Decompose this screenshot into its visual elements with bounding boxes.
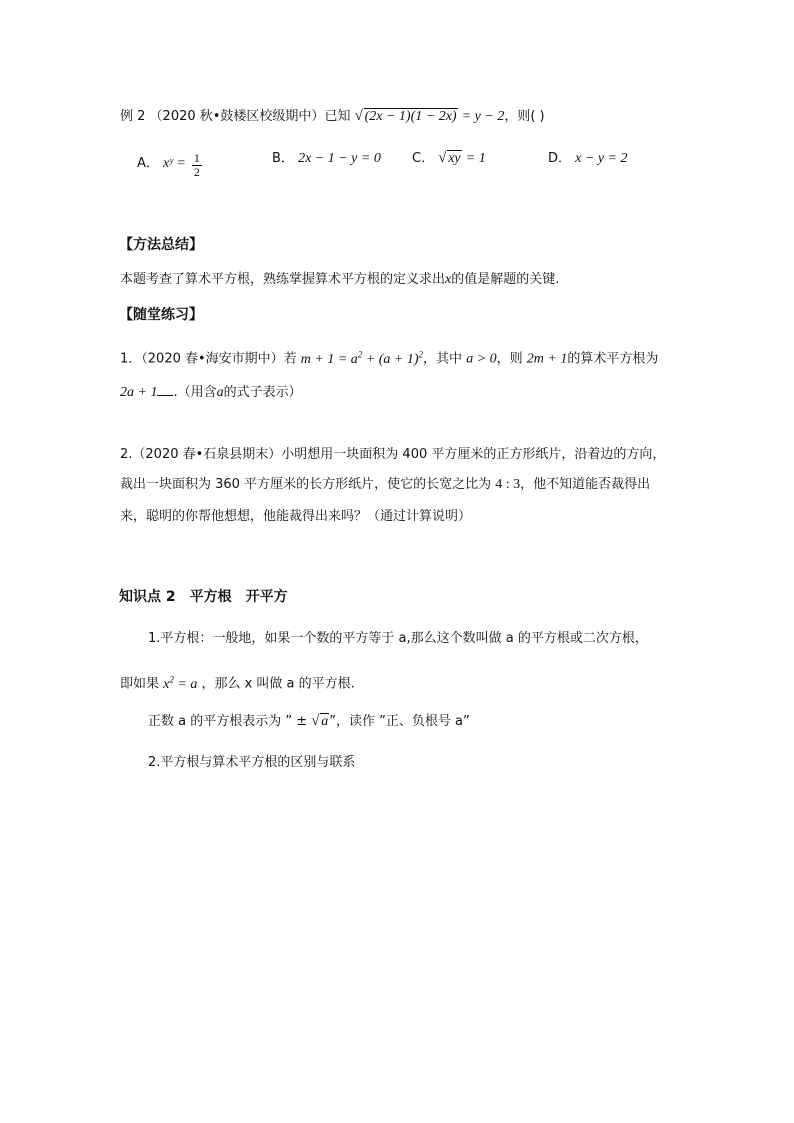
option-b-expr: 2x − 1 − y = 0	[298, 151, 381, 166]
example-stem-post: ，则( )	[504, 109, 545, 124]
practice-q2-line3: 来，聪明的你帮他想想，他能裁得出来吗？（通过计算说明）	[120, 509, 472, 524]
knowledge-heading: 知识点 2 平方根 开平方	[119, 589, 288, 605]
example-source: （2020 秋•鼓楼区校级期中）	[149, 109, 325, 124]
answer-blank	[157, 383, 173, 396]
option-a-letter: A．	[137, 156, 159, 171]
option-d	[548, 150, 627, 168]
radical-icon: √	[354, 108, 363, 124]
q1-eq: $m + 1 = a^2 + (a + 1)^2$	[300, 349, 424, 367]
practice-q1-line1	[120, 345, 658, 369]
option-c-letter: C．	[412, 151, 435, 166]
q1-expr: 2m + 1	[526, 351, 568, 367]
knowledge-p2-eq: $x^2 = a$	[163, 674, 198, 692]
method-text-post: 的值是解题的关键.	[451, 272, 560, 287]
knowledge-p2-pre: 即如果	[120, 676, 160, 692]
method-text-pre: 本题考查了算术平方根，熟练掌握算术平方根的定义求出	[120, 272, 446, 287]
option-b-letter: B．	[272, 151, 294, 166]
option-a-numerator: 1	[193, 151, 200, 165]
option-c-rhs: = 1	[465, 151, 486, 166]
option-a-fraction	[192, 152, 202, 179]
q2-line2-post: ，他不知道能否裁得出	[520, 477, 651, 492]
q2-ratio: 4 : 3	[495, 477, 521, 492]
method-heading: 【方法总结】	[119, 237, 203, 253]
example-label: 例 2	[120, 109, 146, 124]
example-stem-pre: 已知	[324, 109, 351, 124]
knowledge-p3-radicand: a	[321, 714, 329, 729]
q1-tail-pre: .（用含	[173, 385, 217, 400]
practice-q1-line2	[120, 383, 302, 402]
practice-q2-line2	[120, 476, 650, 494]
q1-answer: 2a + 1	[120, 385, 158, 400]
practice-q2-line1: 2.（2020 春•石泉县期末）小明想用一块面积为 400 平方厘米的正方形纸片，沿着边的方向，	[120, 447, 666, 462]
example-stem	[120, 108, 545, 126]
q1-post: 的算术平方根为	[567, 351, 659, 367]
q1-prefix: 1．（2020 春•海安市期中）若	[120, 351, 297, 367]
radical-icon: √	[438, 150, 447, 166]
option-a-lhs: xʸ =	[163, 156, 186, 171]
knowledge-p3-pre: 正数 a 的平方根表示为 ” ±	[148, 714, 308, 729]
example-rhs: = y − 2	[461, 109, 505, 124]
option-c	[412, 150, 486, 168]
q1-tail-var: a	[216, 385, 224, 400]
practice-heading: 【随堂练习】	[119, 307, 203, 323]
option-a	[137, 150, 204, 177]
knowledge-p3-sqrt	[311, 713, 329, 731]
knowledge-p3	[148, 713, 470, 731]
knowledge-p2	[120, 670, 355, 694]
q1-cond: a > 0	[466, 351, 497, 367]
option-b	[272, 150, 381, 168]
method-text	[120, 271, 559, 289]
knowledge-p3-post: ”，读作 ”正、负根号 a”	[329, 714, 470, 729]
option-d-letter: D．	[548, 151, 572, 166]
option-a-denominator: 2	[193, 165, 200, 179]
option-d-expr: x − y = 2	[575, 151, 628, 166]
knowledge-p4: 2.平方根与算术平方根的区别与联系	[148, 755, 356, 770]
knowledge-p2-post: ，那么 x 叫做 a 的平方根.	[201, 676, 355, 692]
q2-line2-pre: 裁出一块面积为 360 平方厘米的长方形纸片，使它的长宽之比为	[120, 477, 492, 492]
q1-tail-post: 的式子表示）	[223, 385, 302, 400]
q1-mid: ，其中	[423, 351, 463, 367]
q1-mid2: ，则	[496, 351, 523, 367]
example-sqrt	[355, 108, 458, 126]
example-radicand: (2x − 1)(1 − 2x)	[364, 109, 457, 124]
option-c-radicand: xy	[448, 151, 461, 166]
knowledge-p1: 1.平方根：一般地，如果一个数的平方等于 a,那么这个数叫做 a 的平方根或二次方根，	[148, 631, 648, 646]
method-var: x	[445, 272, 452, 287]
option-c-sqrt	[438, 150, 461, 168]
radical-icon: √	[311, 713, 320, 729]
